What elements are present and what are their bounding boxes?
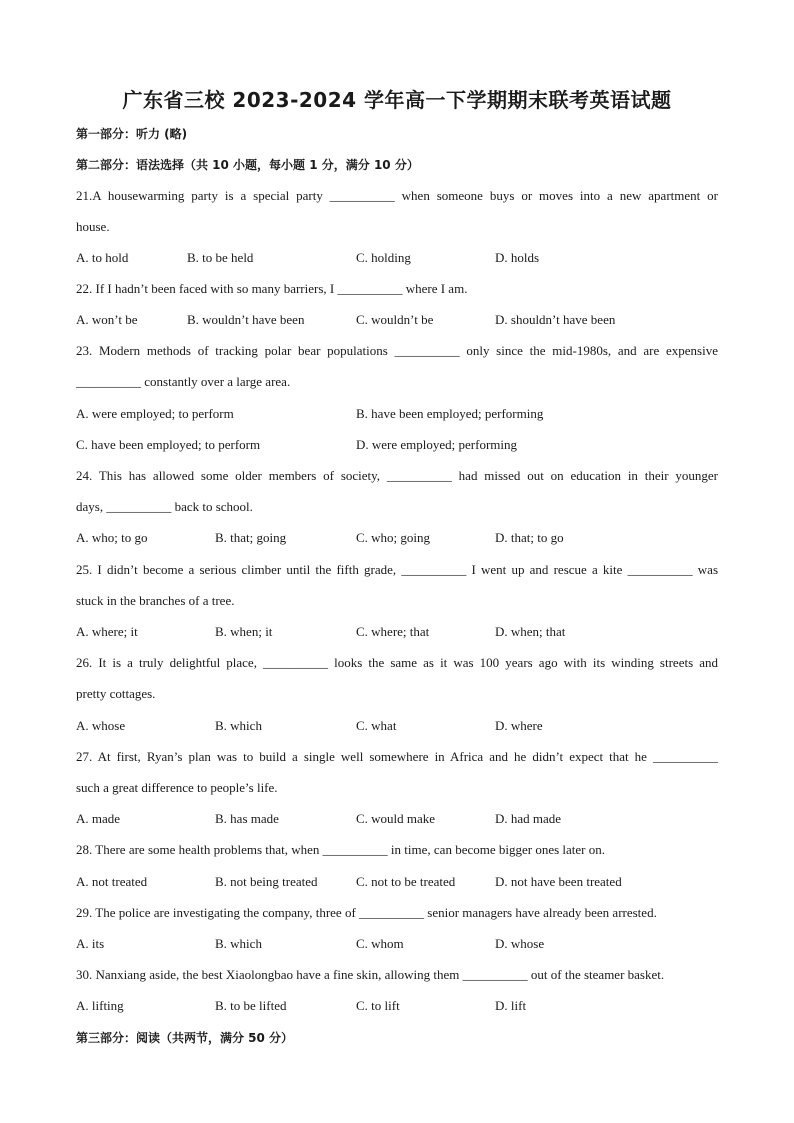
option-d: D. that; to go	[495, 530, 564, 545]
question-29-options	[76, 934, 718, 954]
option-d: D. holds	[495, 250, 540, 265]
option-b: B. to be lifted	[215, 998, 287, 1013]
option-a: A. made	[76, 811, 121, 826]
option-a: A. to hold	[76, 250, 129, 265]
option-d: D. whose	[495, 936, 545, 951]
question-25-options	[76, 622, 718, 642]
question-24-options	[76, 528, 718, 548]
option-d: D. not have been treated	[495, 874, 622, 889]
option-d: D. had made	[495, 811, 562, 826]
question-27-options	[76, 809, 718, 829]
question-27-text: 27. At first, Ryan’s plan was to build a single well somewhere in Africa and he didn’t expect that he __________	[76, 749, 718, 764]
option-a: A. lifting	[76, 998, 124, 1013]
option-d: D. where	[495, 718, 543, 733]
question-24-text-cont: days, __________ back to school.	[76, 499, 253, 514]
question-30-text: 30. Nanxiang aside, the best Xiaolongbao have a fine skin, allowing them __________ out of the steamer basket.	[76, 967, 665, 982]
option-c: C. wouldn’t be	[356, 312, 434, 327]
question-22-text: 22. If I hadn’t been faced with so many barriers, I __________ where I am.	[76, 281, 468, 296]
option-b: B. wouldn’t have been	[187, 312, 305, 327]
question-24-text: 24. This has allowed some older members of society, __________ had missed out on education in their younger	[76, 468, 718, 483]
option-a: A. its	[76, 936, 105, 951]
question-21-options	[76, 248, 718, 268]
option-d: D. shouldn’t have been	[495, 312, 616, 327]
question-27-text-cont: such a great difference to people’s life.	[76, 780, 278, 795]
option-a: A. were employed; to perform	[76, 406, 234, 421]
question-23-options-row2	[76, 435, 718, 455]
question-29-text: 29. The police are investigating the company, three of __________ senior managers have already been arrested.	[76, 905, 657, 920]
option-d: D. when; that	[495, 624, 566, 639]
option-a: A. won’t be	[76, 312, 138, 327]
section-grammar: 第二部分：语法选择（共 10 小题，每小题 1 分，满分 10 分）	[76, 158, 419, 172]
option-b: B. have been employed; performing	[356, 406, 544, 421]
question-28-options	[76, 872, 718, 892]
option-c: C. what	[356, 718, 397, 733]
option-a: A. not treated	[76, 874, 148, 889]
question-26-text-cont: pretty cottages.	[76, 686, 156, 701]
question-30-options	[76, 996, 718, 1016]
option-c: C. would make	[356, 811, 436, 826]
option-b: B. that; going	[215, 530, 287, 545]
option-a: A. whose	[76, 718, 126, 733]
option-b: B. to be held	[187, 250, 254, 265]
option-b: B. not being treated	[215, 874, 318, 889]
option-c: C. holding	[356, 250, 411, 265]
option-b: B. has made	[215, 811, 279, 826]
option-c: C. whom	[356, 936, 404, 951]
question-23-options-row1	[76, 404, 718, 424]
option-d: D. lift	[495, 998, 527, 1013]
option-b: B. which	[215, 718, 262, 733]
question-28-text: 28. There are some health problems that, when __________ in time, can become bigger ones later on.	[76, 842, 605, 857]
option-a: A. who; to go	[76, 530, 148, 545]
question-21-text-cont: house.	[76, 219, 110, 234]
question-26-options	[76, 716, 718, 736]
option-a: A. where; it	[76, 624, 138, 639]
option-c: C. not to be treated	[356, 874, 456, 889]
section-listening: 第一部分：听力 (略)	[76, 127, 188, 141]
question-21-text: 21.A housewarming party is a special party __________ when someone buys or moves into a new apartment or	[76, 188, 718, 203]
option-d: D. were employed; performing	[356, 437, 518, 452]
question-23-text-cont: __________ constantly over a large area.	[76, 374, 291, 389]
option-b: B. which	[215, 936, 262, 951]
question-23-text: 23. Modern methods of tracking polar bear populations __________ only since the mid-1980s, and are expensive	[76, 343, 718, 358]
question-25-text: 25. I didn’t become a serious climber until the fifth grade, __________ I went up and rescue a kite __________ was	[76, 562, 718, 577]
question-22-options	[76, 310, 718, 330]
question-25-text-cont: stuck in the branches of a tree.	[76, 593, 235, 608]
option-b: B. when; it	[215, 624, 273, 639]
section-reading: 第三部分：阅读（共两节，满分 50 分）	[76, 1031, 294, 1045]
option-c: C. where; that	[356, 624, 430, 639]
page-title: 广东省三校 2023-2024 学年高一下学期期末联考英语试题	[122, 88, 672, 112]
option-c: C. to lift	[356, 998, 400, 1013]
option-c: C. have been employed; to perform	[76, 437, 261, 452]
question-26-text: 26. It is a truly delightful place, __________ looks the same as it was 100 years ago with its winding streets and	[76, 655, 718, 670]
option-c: C. who; going	[356, 530, 431, 545]
